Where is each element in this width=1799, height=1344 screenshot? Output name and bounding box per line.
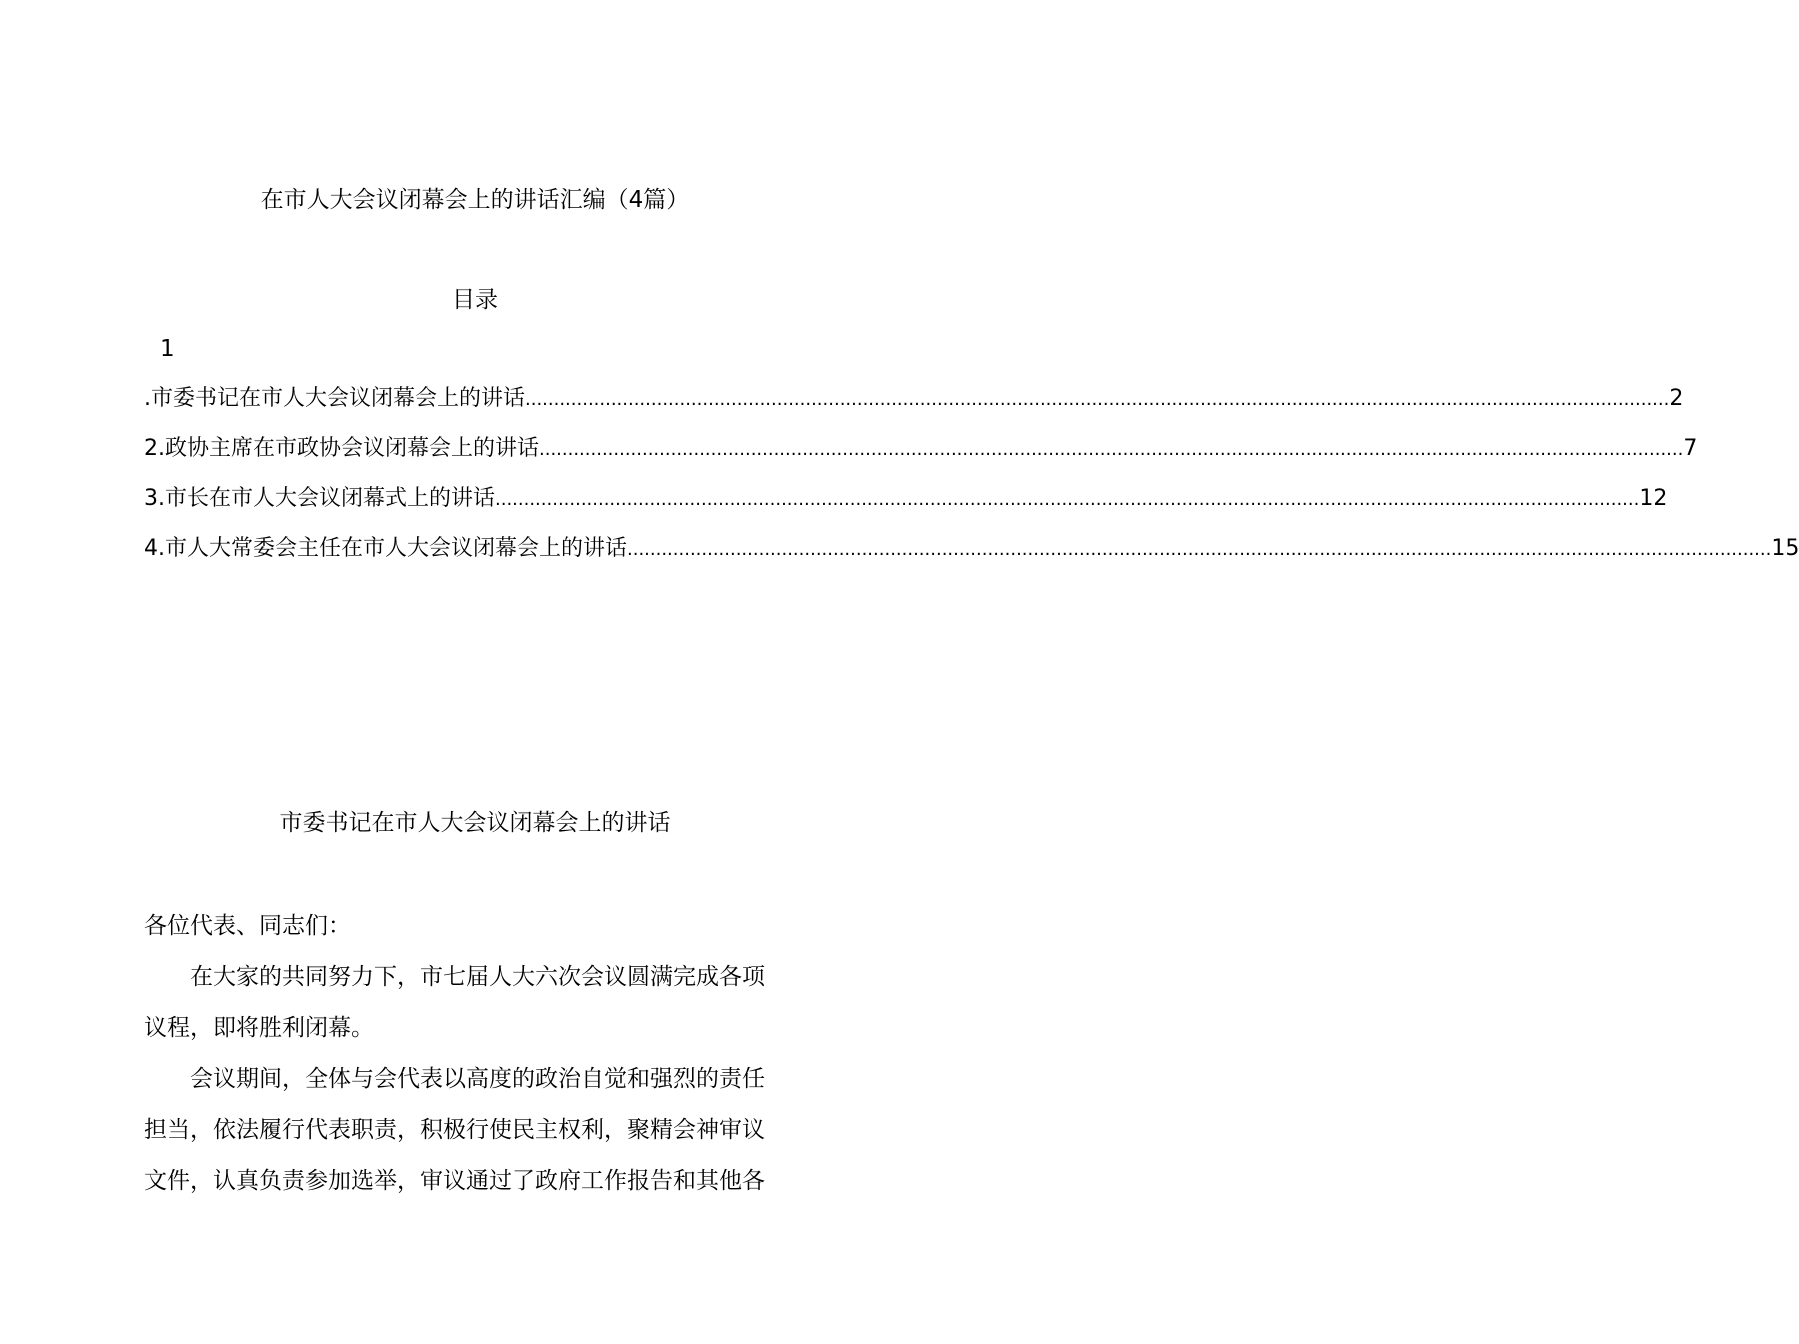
toc-entry[interactable]: [144, 481, 1668, 531]
toc-number: 1: [160, 336, 175, 362]
toc-leader-dots: ........................................................................................................................................................................................................: [525, 389, 1670, 410]
toc-entry-title: 4.市人大常委会主任在市人大会议闭幕会上的讲话: [144, 536, 627, 561]
toc-entry-page: 15: [1771, 536, 1799, 561]
toc-entry-title: .市委书记在市人大会议闭幕会上的讲话: [144, 386, 525, 411]
paragraph-line: 议程，即将胜利闭幕。: [144, 1015, 374, 1041]
paragraph: [144, 952, 806, 1054]
toc-leader-dots: ........................................................................................................................................................................................................: [627, 539, 1772, 560]
paragraph-line: 文件，认真负责参加选举，审议通过了政府工作报告和其他各: [144, 1168, 765, 1194]
toc-entry-title: 2.政协主席在市政协会议闭幕会上的讲话: [144, 436, 539, 461]
paragraph-line: 会议期间，全体与会代表以高度的政治自觉和强烈的责任: [190, 1066, 765, 1092]
toc-entry[interactable]: [144, 381, 1684, 431]
paragraph-line: 担当，依法履行代表职责，积极行使民主权利，聚精会神审议: [144, 1117, 765, 1143]
body-text: [144, 901, 806, 1207]
document-title: 在市人大会议闭幕会上的讲话汇编（4篇）: [260, 187, 690, 213]
section-title: 市委书记在市人大会议闭幕会上的讲话: [279, 810, 671, 836]
paragraph: [144, 1054, 806, 1207]
salutation: 各位代表、同志们：: [144, 913, 351, 939]
paragraph-line: 在大家的共同努力下，市七届人大六次会议圆满完成各项: [190, 964, 765, 990]
toc-entry-page: 2: [1669, 386, 1684, 411]
toc-entry-page: 12: [1639, 486, 1668, 511]
toc-entry-page: 7: [1683, 436, 1698, 461]
toc-entry-title: 3.市长在市人大会议闭幕式上的讲话: [144, 486, 495, 511]
toc-entry[interactable]: [144, 531, 1799, 581]
toc-leader-dots: ........................................................................................................................................................................................................: [539, 439, 1684, 460]
table-of-contents: [144, 381, 1799, 581]
toc-leader-dots: ........................................................................................................................................................................................................: [495, 489, 1640, 510]
toc-entry[interactable]: [144, 431, 1698, 481]
toc-heading: 目录: [452, 287, 498, 313]
